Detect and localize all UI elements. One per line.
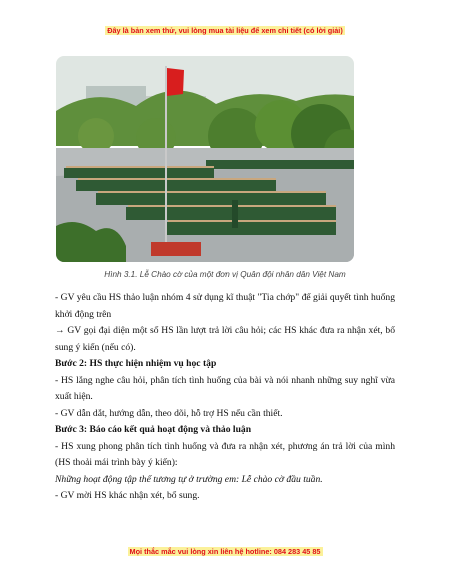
paragraph-teacher-invite: - GV mời HS khác nhận xét, bổ sung. [55, 490, 200, 501]
paragraph-group-discussion: - GV yêu cầu HS thảo luận nhóm 4 sử dụng kĩ thuật "Tia chớp" để giải quyết tình huống khởi động trên [55, 292, 395, 320]
flag-ceremony-photo [56, 56, 354, 262]
figure-caption: Hình 3.1. Lễ Chào cờ của một đơn vị Quân đội nhân dân Việt Nam [104, 270, 346, 279]
paragraph-example-activity: Những hoạt động tập thể tương tự ở trường em: Lễ chào cờ đầu tuần. [55, 473, 323, 485]
step-2-heading: Bước 2: HS thực hiện nhiệm vụ học tập [55, 358, 217, 369]
paragraph-teacher-guide: - GV dẫn dắt, hướng dẫn, theo dõi, hỗ trợ HS nếu cần thiết. [55, 407, 283, 419]
lesson-content [55, 290, 395, 505]
paragraph-call-students: → GV gọi đại diện một số HS lần lượt trả lời câu hỏi; các HS khác đưa ra nhận xét, bổ sung ý kiến (nếu có). [55, 325, 395, 353]
paragraph-students-listen: - HS lắng nghe câu hỏi, phân tích tình huống của bài và nói nhanh những suy nghĩ vừa xuất hiện. [55, 374, 395, 402]
paragraph-students-present: - HS xung phong phân tích tình huống và đưa ra nhận xét, phương án trả lời của mình (HS thoải mái trình bày ý kiến): [55, 440, 395, 468]
step-3-heading: Bước 3: Báo cáo kết quả hoạt động và thảo luận [55, 424, 252, 435]
flag-ceremony-illustration [56, 56, 354, 262]
hotline-text: Mọi thắc mắc vui lòng xin liên hệ hotline: 084 283 45 85 [129, 547, 321, 556]
preview-notice-text: Đây là bản xem thử, vui lòng mua tài liệu để xem chi tiết (có lời giải) [107, 26, 343, 35]
hotline-banner [0, 547, 450, 556]
preview-notice-banner [0, 26, 450, 35]
